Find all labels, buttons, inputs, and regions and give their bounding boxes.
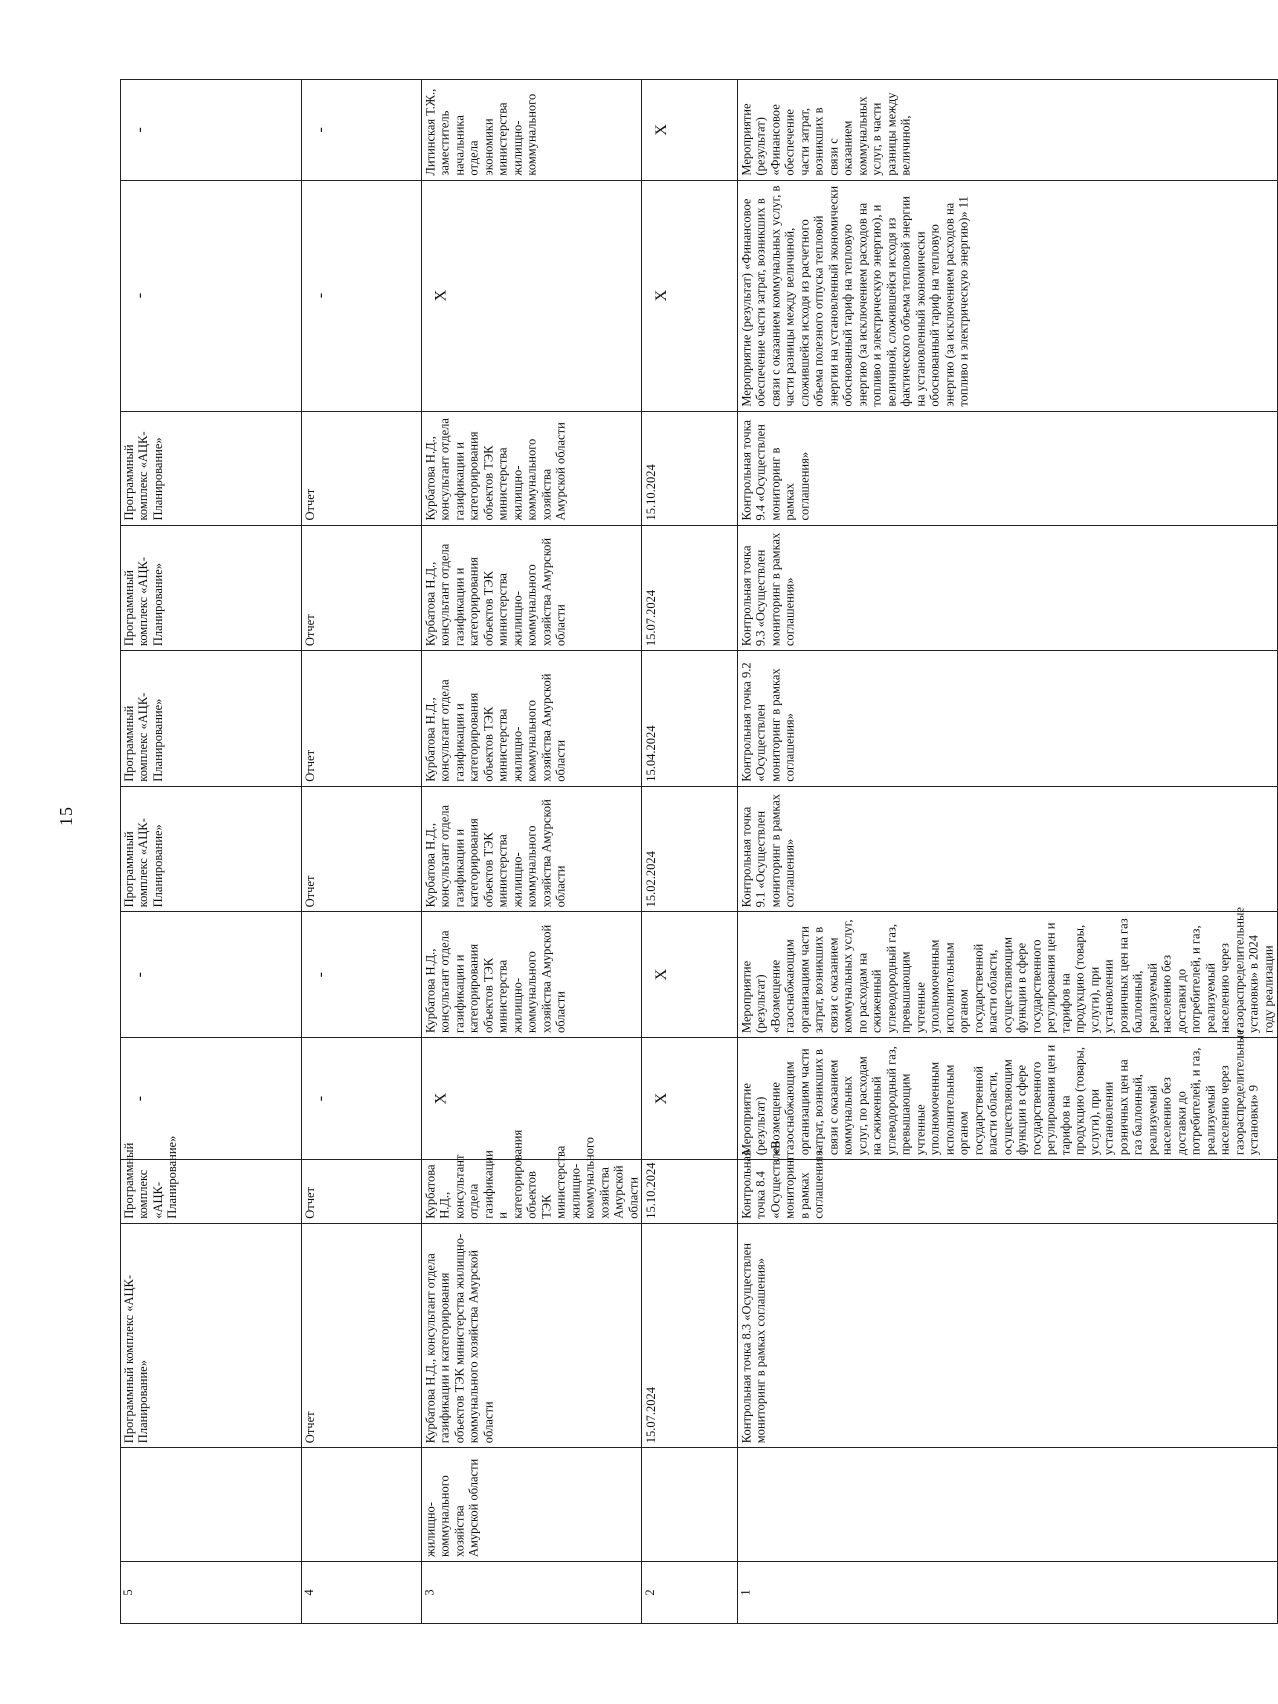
table-cell: Х	[642, 180, 738, 411]
table-cell: Отчет	[302, 651, 422, 787]
table-cell: 15.04.2024	[642, 651, 738, 787]
table-column-3	[422, 80, 643, 1624]
table-cell: Мероприятие (результат) «Финансовое обеспечение части затрат, возникших в связи с оказанием коммунальных услуг, в части разницы между величиной, сложившейся исходя из расчетного объема полезного отпуска тепловой энергии на установленный экономически обоснованный тариф на тепловую энергию (за исключением расходов на топливо и электрическую энергию), и величиной, сложившейся исходя из фактического объема тепловой энергии на установленный экономически обоснованный тариф на тепловую энергию (за исключением расходов на топливо и электрическую энергию)» 11	[738, 180, 1278, 411]
continuation-cell	[302, 1448, 422, 1562]
header-col-3: 3	[422, 1562, 643, 1624]
table-cell: 15.02.2024	[642, 786, 738, 912]
table-cell: Курбатова Н.Д., консультант отдела газификации и категорирования объектов ТЭК министерства жилищно-коммунального хозяйства Амурской области	[422, 1160, 643, 1224]
table-cell: Программный комплекс «АЦК-Планирование»	[121, 525, 302, 651]
table-cell: Курбатова Н.Д., консультант отдела газификации и категорирования объектов ТЭК министерства жилищно-коммунального хозяйства Амурской области	[422, 1223, 643, 1447]
table-cell: -	[302, 180, 422, 411]
table-cell: Курбатова Н.Д., консультант отдела газификации и категорирования объектов ТЭК министерства жилищно-коммунального хозяйства Амурской области	[422, 651, 643, 787]
continuation-cell: жилищно-коммунального хозяйства Амурской области	[422, 1448, 643, 1562]
table-cell: Х	[422, 180, 643, 411]
table-cell: Контрольная точка 9.2 «Осуществлен мониторинг в рамках соглашения»	[738, 651, 1278, 787]
table-cell: -	[121, 1037, 302, 1159]
table-cell: Программный комплекс «АЦК-Планирование»	[121, 411, 302, 525]
table-cell: Мероприятие (результат) «Возмещение газоснабжающим организациям части затрат, возникших в связи с оказанием коммунальных услуг, по расходам на сжиженный углеводородный газ, превышающим учтенные уполномоченным исполнительным органом государственной власти области, осуществляющим функции в сфере государственного регулирования цен и тарифов на продукцию (товары, услуги), при установлении розничных цен на газ баллонный, реализуемый населению без доставки до потребителей, и газ, реализуемый населению через газораспределительные установки» 9	[738, 1037, 1278, 1159]
table-cell: -	[121, 912, 302, 1038]
table-cell: Контрольная точка 8.4 «Осуществлен мониторинг в рамках соглашения»	[738, 1160, 1278, 1224]
table-cell: Х	[642, 1037, 738, 1159]
header-col-1: 1	[738, 1562, 1278, 1624]
table-cell: Отчет	[302, 411, 422, 525]
table-cell: Х	[422, 1037, 643, 1159]
table-cell: -	[121, 180, 302, 411]
header-col-4: 4	[302, 1562, 422, 1624]
table-column-1	[738, 80, 1278, 1624]
continuation-cell	[738, 1448, 1278, 1562]
table-cell: 15.07.2024	[642, 525, 738, 651]
table-cell: Контрольная точка 9.1 «Осуществлен мониторинг в рамках соглашения»	[738, 786, 1278, 912]
header-col-2: 2	[642, 1562, 738, 1624]
table-cell: Курбатова Н.Д., консультант отдела газификации и категорирования объектов ТЭК министерства жилищно-коммунального хозяйства Амурской области	[422, 525, 643, 651]
continuation-cell	[642, 1448, 738, 1562]
table-cell: Х	[642, 80, 738, 181]
table-cell: Курбатова Н.Д., консультант отдела газификации и категорирования объектов ТЭК министерства жилищно-коммунального хозяйства Амурской области	[422, 786, 643, 912]
continuation-cell	[121, 1448, 302, 1562]
table-cell: -	[121, 80, 302, 181]
table-cell: Программный комплекс «АЦК-Планирование»	[121, 1160, 302, 1224]
table-cell: -	[302, 1037, 422, 1159]
table-cell: 15.10.2024	[642, 1160, 738, 1224]
table-cell: Отчет	[302, 525, 422, 651]
table-cell: Программный комплекс «АЦК-Планирование»	[121, 786, 302, 912]
table-column-4	[302, 80, 422, 1624]
table-cell: Мероприятие (результат) «Финансовое обеспечение части затрат, возникших в связи с оказанием коммунальных услуг, в части разницы между величиной,	[738, 80, 1278, 181]
page-number: 15	[56, 806, 76, 826]
table-cell: Программный комплекс «АЦК-Планирование»	[121, 1223, 302, 1447]
header-col-5: 5	[121, 1562, 302, 1624]
table-cell: Курбатова Н.Д., консультант отдела газификации и категорирования объектов ТЭК министерства жилищно-коммунального хозяйства Амурской области	[422, 912, 643, 1038]
table-cell: -	[302, 80, 422, 181]
table-cell: Отчет	[302, 1223, 422, 1447]
table-cell: 15.07.2024	[642, 1223, 738, 1447]
measures-table	[120, 79, 1278, 1624]
table-column-5	[121, 80, 302, 1624]
table-cell: Курбатова Н.Д., консультант отдела газификации и категорирования объектов ТЭК министерства жилищно-коммунального хозяйства Амурской области	[422, 411, 643, 525]
table-cell: Контрольная точка 9.3 «Осуществлен мониторинг в рамках соглашения»	[738, 525, 1278, 651]
table-cell: Отчет	[302, 1160, 422, 1224]
table-cell: Контрольная точка 9.4 «Осуществлен мониторинг в рамках соглашения»	[738, 411, 1278, 525]
table-cell: 15.10.2024	[642, 411, 738, 525]
table-cell: Контрольная точка 8.3 «Осуществлен мониторинг в рамках соглашения»	[738, 1223, 1278, 1447]
table-cell: -	[302, 912, 422, 1038]
rotated-table-container	[120, 79, 1276, 1624]
table-cell: Х	[642, 912, 738, 1038]
table-cell: Мероприятие (результат) «Возмещение газоснабжающим организациям части затрат, возникших в связи с оказанием коммунальных услуг, по расходам на сжиженный углеводородный газ, превышающим учтенные уполномоченным исполнительным органом государственной власти области, осуществляющим функции в сфере государственного регулирования цен и тарифов на продукцию (товары, услуги), при установлении розничных цен на газ баллонный, реализуемый населению без доставки до потребителей, и газ, реализуемый населению через газораспределительные установки» в 2024 году реализации	[738, 912, 1278, 1038]
table-column-2	[642, 80, 738, 1624]
table-cell: Программный комплекс «АЦК-Планирование»	[121, 651, 302, 787]
table-cell: Отчет	[302, 786, 422, 912]
table-cell: Литинская Т.Ж., заместитель начальника отдела экономики министерства жилищно-коммунального	[422, 80, 643, 181]
